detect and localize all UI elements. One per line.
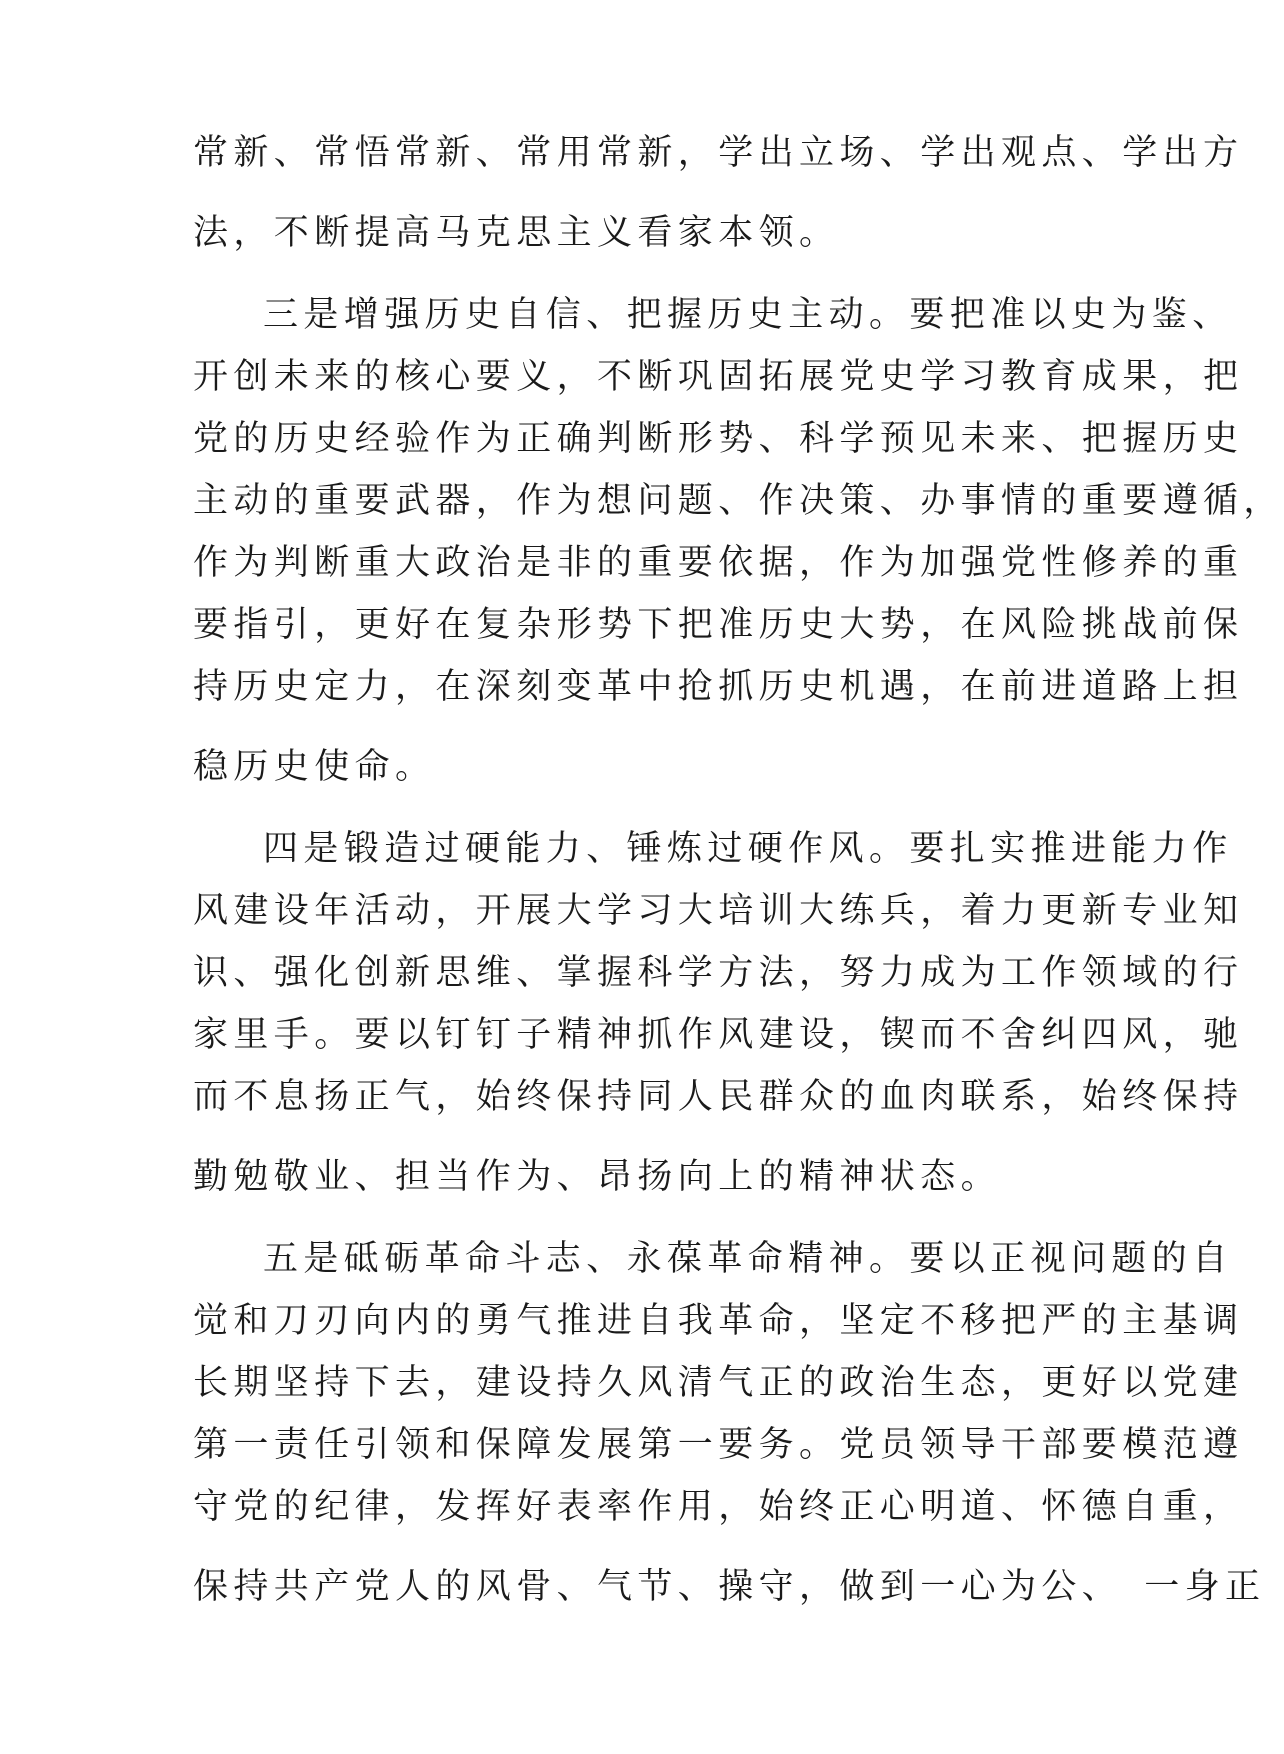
text-line-17: 五是砥砺革命斗志、永葆革命精神。要以正视问题的自 — [263, 1239, 1233, 1279]
text-line-18: 觉和刀刃向内的勇气推进自我革命，坚定不移把严的主基调 — [193, 1301, 1244, 1341]
text-line-4: 开创未来的核心要义，不断巩固拓展党史学习教育成果，把 — [193, 357, 1244, 397]
text-line-5: 党的历史经验作为正确判断形势、科学预见未来、把握历史 — [193, 419, 1244, 459]
text-line-11: 四是锻造过硬能力、锤炼过硬作风。要扎实推进能力作 — [263, 829, 1233, 869]
text-line-6: 主动的重要武器，作为想问题、作决策、办事情的重要遵循， — [193, 481, 1284, 521]
text-line-16: 勤勉敬业、担当作为、昂扬向上的精神状态。 — [193, 1157, 1002, 1197]
text-line-22-part-2: 一身正 — [1144, 1567, 1266, 1607]
text-line-12: 风建设年活动，开展大学习大培训大练兵，着力更新专业知 — [193, 891, 1244, 931]
text-line-15: 而不息扬正气，始终保持同人民群众的血肉联系，始终保持 — [193, 1077, 1244, 1117]
text-line-14: 家里手。要以钉钉子精神抓作风建设，锲而不舍纠四风，驰 — [193, 1015, 1244, 1055]
text-line-19: 长期坚持下去，建设持久风清气正的政治生态，更好以党建 — [193, 1363, 1244, 1403]
text-line-1: 常新、常悟常新、常用常新，学出立场、学出观点、学出方 — [193, 133, 1244, 173]
text-line-8: 要指引，更好在复杂形势下把准历史大势，在风险挑战前保 — [193, 605, 1244, 645]
text-line-21: 守党的纪律，发挥好表率作用，始终正心明道、怀德自重， — [193, 1487, 1244, 1527]
text-line-22 — [193, 1562, 1266, 1612]
text-line-10: 稳历史使命。 — [193, 747, 436, 787]
text-line-22-part-1: 保持共产党人的风骨、气节、操守，做到一心为公、 — [193, 1567, 1123, 1607]
text-line-9: 持历史定力，在深刻变革中抢抓历史机遇，在前进道路上担 — [193, 667, 1244, 707]
text-line-13: 识、强化创新思维、掌握科学方法，努力成为工作领域的行 — [193, 953, 1244, 993]
text-line-20: 第一责任引领和保障发展第一要务。党员领导干部要模范遵 — [193, 1425, 1244, 1465]
text-line-2: 法，不断提高马克思主义看家本领。 — [193, 213, 840, 253]
text-line-7: 作为判断重大政治是非的重要依据，作为加强党性修养的重 — [193, 543, 1244, 583]
text-line-3: 三是增强历史自信、把握历史主动。要把准以史为鉴、 — [263, 295, 1233, 335]
